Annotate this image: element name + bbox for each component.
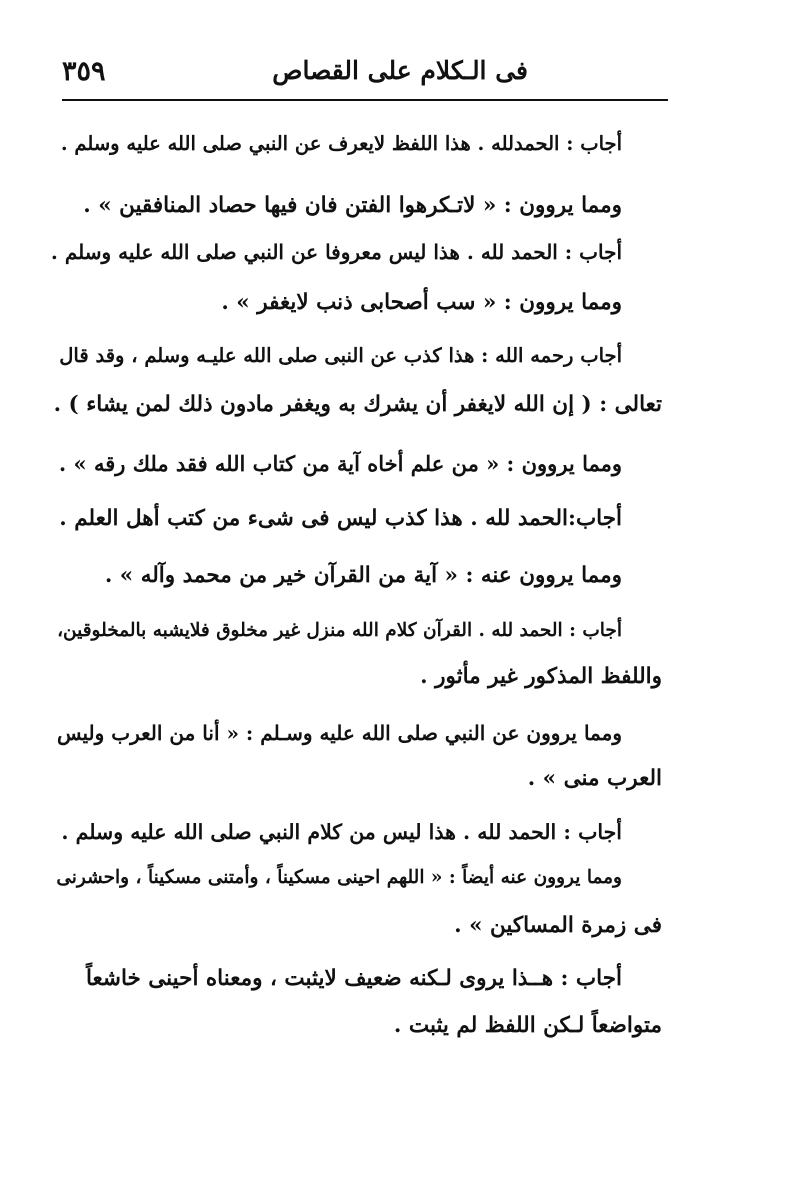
text-line: متواضعاً لـكن اللفظ لم يثبت . [393,1013,662,1038]
text-line: ومما يروون عن النبي صلى الله عليه وسـلم : « أنا من العرب وليس [57,721,622,745]
text-line: أجاب : الحمدلله . هذا اللفظ لايعرف عن النبي صلى الله عليه وسلم . [60,132,622,155]
text-line: أجاب رحمه الله : هذا كذب عن النبى صلى الله عليـه وسلم ، وقد قال [59,344,622,367]
text-line: ومما يروون : « سب أصحابى ذنب لايغفر » . [221,290,622,315]
text-line: ومما يروون عنه أيضاً : « اللهم احينى مسكيناً ، وأمتنى مسكيناً ، واحشرنى [56,867,622,888]
text-line: أجاب : الحمد لله . هذا ليس من كلام النبي صلى الله عليه وسلم . [61,820,622,844]
text-line: أجاب:الحمد لله . هذا كذب ليس فى شىء من كتب أهل العلم . [59,506,622,531]
page-number: ٣٥٩ [62,56,106,87]
text-line: ومما يروون : « لاتـكرهوا الفتن فان فيها حصاد المنافقين » . [83,193,622,218]
text-line: ومما يروون : « من علم أخاه آية من كتاب الله فقد ملك رقه » . [58,451,622,476]
text-line: واللفظ المذكور غير مأثور . [420,664,662,689]
text-line: ومما يروون عنه : « آية من القرآن خير من محمد وآله » . [104,563,622,588]
text-line: فى زمرة المساكين » . [454,913,662,938]
text-line: أجاب : الحمد لله . القرآن كلام الله منزل غير مخلوق فلايشبه بالمخلوقين، [57,620,622,641]
chapter-title: فى الـكلام على القصاص [272,56,528,85]
text-line: أجاب : الحمد لله . هذا ليس معروفا عن النبي صلى الله عليه وسلم . [50,240,622,264]
text-line: العرب منى » . [527,766,662,791]
text-line: أجاب : هــذا يروى لـكنه ضعيف لايثبت ، ومعناه أحينى خاشعاً [86,966,622,991]
text-line: تعالى : ( إن الله لايغفر أن يشرك به ويغفر مادون ذلك لمن يشاء ) . [53,392,662,417]
